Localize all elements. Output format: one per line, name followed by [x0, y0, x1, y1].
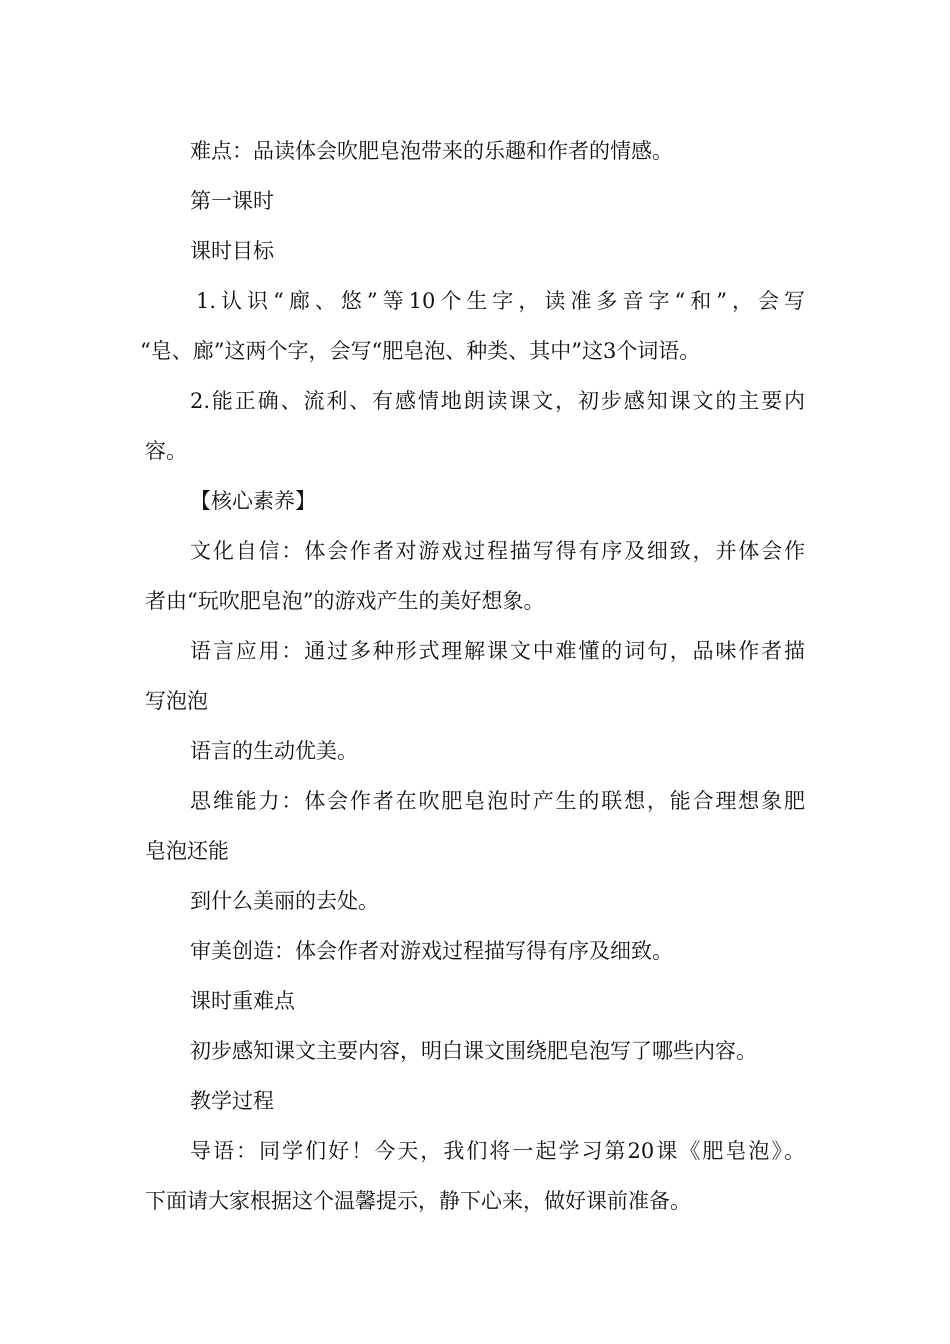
thinking-line-3: 到什么美丽的去处。: [190, 889, 379, 913]
language-line-3: 语言的生动优美。: [190, 739, 358, 763]
teaching-process-heading: 教学过程: [190, 1089, 274, 1113]
language-line-1: 语言应用：通过多种形式理解课文中难懂的词句，品味作者描: [190, 639, 805, 663]
intro-line-1: 导语：同学们好！今天，我们将一起学习第20课《肥皂泡》。: [190, 1139, 805, 1163]
key-points-text: 初步感知课文主要内容，明白课文围绕肥皂泡写了哪些内容。: [190, 1039, 757, 1063]
goal-2-line-2: 容。: [145, 439, 187, 463]
language-line-2: 写泡泡: [145, 689, 208, 713]
intro-line-2: 下面请大家根据这个温馨提示，静下心来，做好课前准备。: [145, 1189, 691, 1213]
goal-1-line-2: “皂、廊”这两个字，会写“肥皂泡、种类、其中”这3个词语。: [140, 339, 701, 363]
thinking-line-1: 思维能力：体会作者在吹肥皂泡时产生的联想，能合理想象肥: [190, 789, 805, 813]
difficulty-point: 难点：品读体会吹肥皂泡带来的乐趣和作者的情感。: [190, 139, 673, 163]
aesthetic-line: 审美创造：体会作者对游戏过程描写得有序及细致。: [190, 939, 673, 963]
thinking-line-2: 皂泡还能: [145, 839, 229, 863]
key-points-heading: 课时重难点: [190, 989, 295, 1013]
culture-line-1: 文化自信：体会作者对游戏过程描写得有序及细致，并体会作: [190, 539, 805, 563]
core-literacy-heading: 【核心素养】: [190, 489, 316, 513]
goal-2-line-1: 2.能正确、流利、有感情地朗读课文，初步感知课文的主要内: [190, 389, 805, 413]
culture-line-2: 者由“玩吹肥皂泡”的游戏产生的美好想象。: [145, 589, 545, 613]
goal-1-line-1: 1.认识“廊、悠”等10个生字，读准多音字“和”，会写: [196, 289, 805, 313]
lesson-heading: 第一课时: [190, 189, 274, 213]
lesson-goals-heading: 课时目标: [190, 239, 274, 263]
